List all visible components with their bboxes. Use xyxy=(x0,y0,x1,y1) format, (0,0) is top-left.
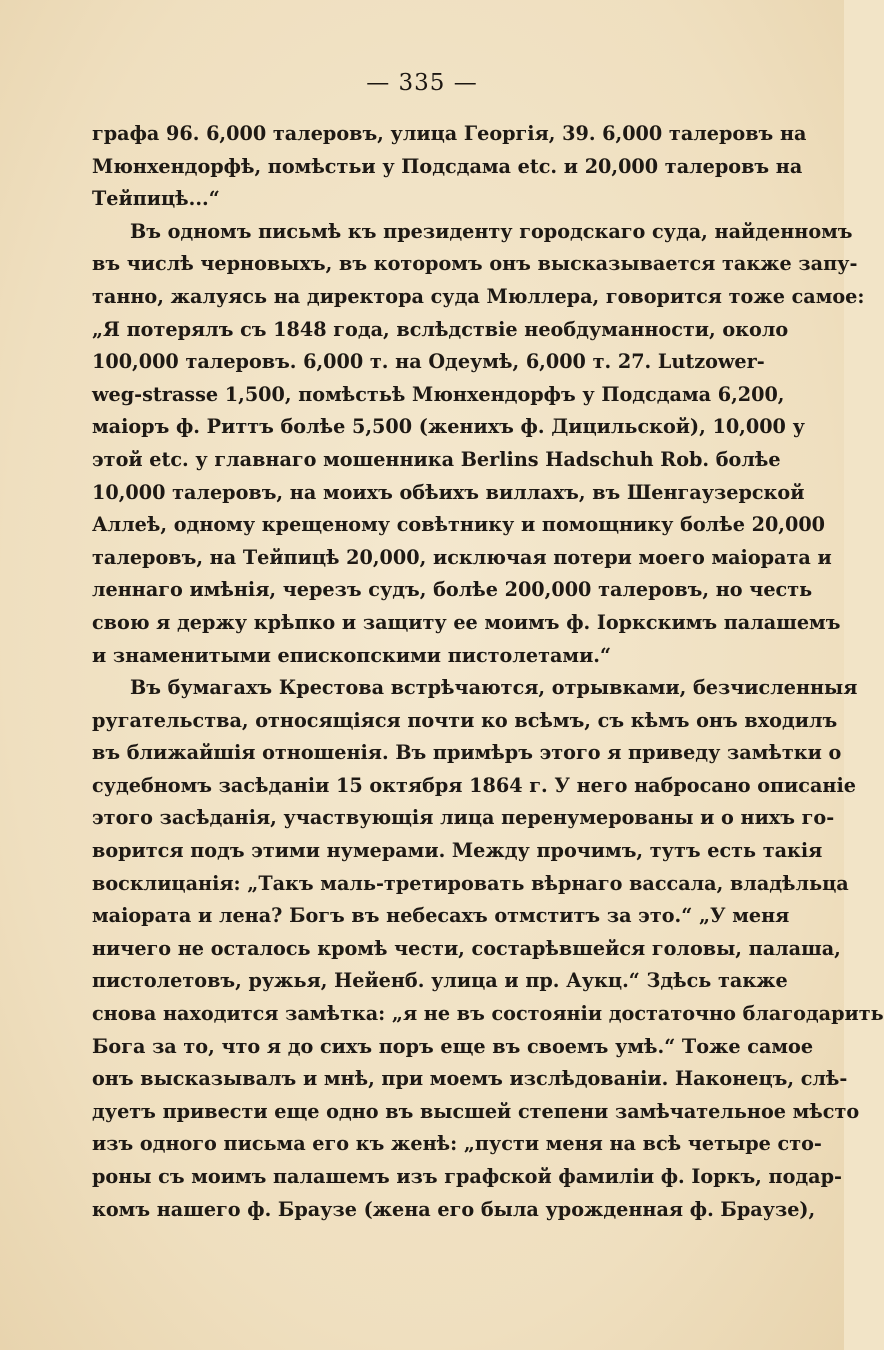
text-line: этой etc. у главнаго мошенника Berlins Hadschuh Rob. болѣе xyxy=(92,447,781,471)
text-line: въ числѣ черновыхъ, въ которомъ онъ высказывается также запу- xyxy=(92,252,858,276)
paragraph-2 xyxy=(92,216,865,672)
text-line: 100,000 талеровъ. 6,000 т. на Одеумѣ, 6,000 т. 27. Lutzower- xyxy=(92,350,765,374)
text-line: танно, жалуясь на директора суда Мюллера, говорится тоже самое: xyxy=(92,284,865,308)
text-line: weg-strasse 1,500, помѣстьѣ Мюнхендорфъ у Подсдама 6,200, xyxy=(92,382,785,406)
text-line: леннаго имѣнія, черезъ судъ, болѣе 200,000 талеровъ, но честь xyxy=(92,578,813,602)
text-line: свою я держу крѣпко и защиту ее моимъ ф. Іоркскимъ палашемъ xyxy=(92,610,841,634)
text-line: роны съ моимъ палашемъ изъ графской фамиліи ф. Іоркъ, подар- xyxy=(92,1165,842,1188)
text-line: Бога за то, что я до сихъ поръ еще въ своемъ умѣ.“ Тоже самое xyxy=(92,1034,814,1058)
text-line: Мюнхендорфѣ, помѣстьи у Подсдама etc. и 20,000 талеровъ на xyxy=(92,154,803,178)
paragraph-1 xyxy=(92,118,807,216)
text-line: восклицанія: „Такъ маль-третировать вѣрнаго вассала, владѣльца xyxy=(92,871,849,895)
text-line: талеровъ, на Тейпицѣ 20,000, исключая потери моего маіората и xyxy=(92,545,832,569)
paragraph-3 xyxy=(92,672,884,1226)
text-line: онъ высказывалъ и мнѣ, при моемъ изслѣдованіи. Наконецъ, слѣ- xyxy=(92,1067,848,1091)
text-line: комъ нашего ф. Браузе (жена его была урожденная ф. Браузе), xyxy=(92,1197,816,1221)
text-line: пистолетовъ, ружья, Нейенб. улица и пр. Аукц.“ Здѣсь также xyxy=(92,969,788,993)
text-line: Аллеѣ, одному крещеному совѣтнику и помощнику болѣе 20,000 xyxy=(92,513,826,537)
body-text xyxy=(92,118,884,1226)
text-line: и знаменитыми епископскими пистолетами.“ xyxy=(92,643,612,667)
text-line: 10,000 талеровъ, на моихъ обѣихъ виллахъ, въ Шенгаузерской xyxy=(92,480,805,504)
text-line: ворится подъ этими нумерами. Между прочимъ, тутъ есть такія xyxy=(92,839,823,863)
page-number: — 335 — xyxy=(366,70,478,96)
text-line: маіората и лена? Богъ въ небесахъ отмститъ за это.“ „У меня xyxy=(92,904,790,928)
text-line: этого засѣданія, участвующія лица перенумерованы и о нихъ го- xyxy=(92,806,835,830)
text-line: графа 96. 6,000 талеровъ, улица Георгія, 39. 6,000 талеровъ на xyxy=(92,122,807,145)
text-line: Въ одномъ письмѣ къ президенту городскаго суда, найденномъ xyxy=(130,219,853,243)
text-line: въ ближайшія отношенія. Въ примѣръ этого я приведу замѣтки о xyxy=(92,741,842,765)
text-line: ничего не осталось кромѣ чести, состарѣвшейся головы, палаша, xyxy=(92,936,841,960)
text-line: маіоръ ф. Риттъ болѣе 5,500 (женихъ ф. Дицильской), 10,000 у xyxy=(92,415,805,439)
text-line: Въ бумагахъ Крестова встрѣчаются, отрывками, безчисленныя xyxy=(130,676,858,700)
text-line: Тейпицѣ...“ xyxy=(92,187,220,211)
text-line: „Я потерялъ съ 1848 года, вслѣдствіе необдуманности, около xyxy=(92,317,789,341)
text-line: дуетъ привести еще одно въ высшей степени замѣчательное мѣсто xyxy=(92,1099,860,1123)
text-line: изъ одного письма его къ женѣ: „пусти меня на всѣ четыре сто- xyxy=(92,1132,822,1156)
text-line: снова находится замѣтка: „я не въ состояніи достаточно благодарить xyxy=(92,1002,884,1026)
text-line: ругательства, относящіяся почти ко всѣмъ, съ кѣмъ онъ входилъ xyxy=(92,708,838,732)
text-line: судебномъ засѣданіи 15 октября 1864 г. У него набросано описаніе xyxy=(92,773,856,797)
